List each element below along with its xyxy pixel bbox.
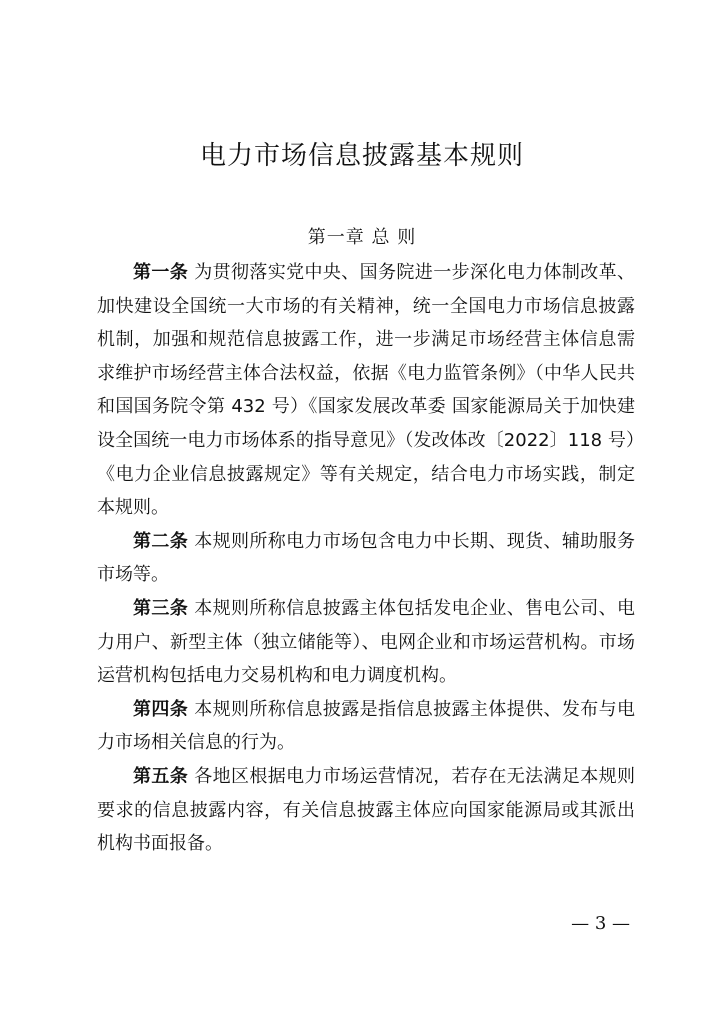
article-5-label: 第五条 xyxy=(133,765,189,787)
article-2 xyxy=(97,525,635,592)
article-3-label: 第三条 xyxy=(133,597,189,619)
article-1 xyxy=(97,256,635,525)
article-5 xyxy=(97,760,635,861)
article-5-text: 各地区根据电力市场运营情况，若存在无法满足本规则要求的信息披露内容，有关信息披露主体应向国家能源局或其派出机构书面报备。 xyxy=(97,765,635,855)
document-title: 电力市场信息披露基本规则 xyxy=(199,141,524,171)
article-1-label: 第一条 xyxy=(133,262,189,283)
article-4 xyxy=(97,693,635,760)
article-1-text: 为贯彻落实党中央、国务院进一步深化电力体制改革、加快建设全国统一大市场的有关精神，统一全国电力市场信息披露机制，加强和规范信息披露工作，进一步满足市场经营主体信息需求维护市场经营主体合法权益，依据《电力监管条例》（中华人民共和国国务院令第 432 号）《国家发展改革委 国家能源局关于加快建设全国统一电力市场体系的指导意见》（发改体改〔2022〕118 号）《电力企业信息披露规定》等有关规定，结合电力市场实践，制定本规则。 xyxy=(97,262,635,519)
article-3 xyxy=(97,592,635,693)
page-number: — 3 — xyxy=(571,913,630,934)
article-2-label: 第二条 xyxy=(133,530,189,552)
article-4-label: 第四条 xyxy=(133,698,189,720)
article-2-text: 本规则所称电力市场包含电力中长期、现货、辅助服务市场等。 xyxy=(97,530,635,586)
chapter-title: 第一章 总 则 xyxy=(307,227,417,248)
article-4-text: 本规则所称信息披露是指信息披露主体提供、发布与电力市场相关信息的行为。 xyxy=(97,698,635,754)
article-3-text: 本规则所称信息披露主体包括发电企业、售电公司、电力用户、新型主体（独立储能等）、电网企业和市场运营机构。市场运营机构包括电力交易机构和电力调度机构。 xyxy=(97,597,635,687)
document-body xyxy=(97,256,635,861)
